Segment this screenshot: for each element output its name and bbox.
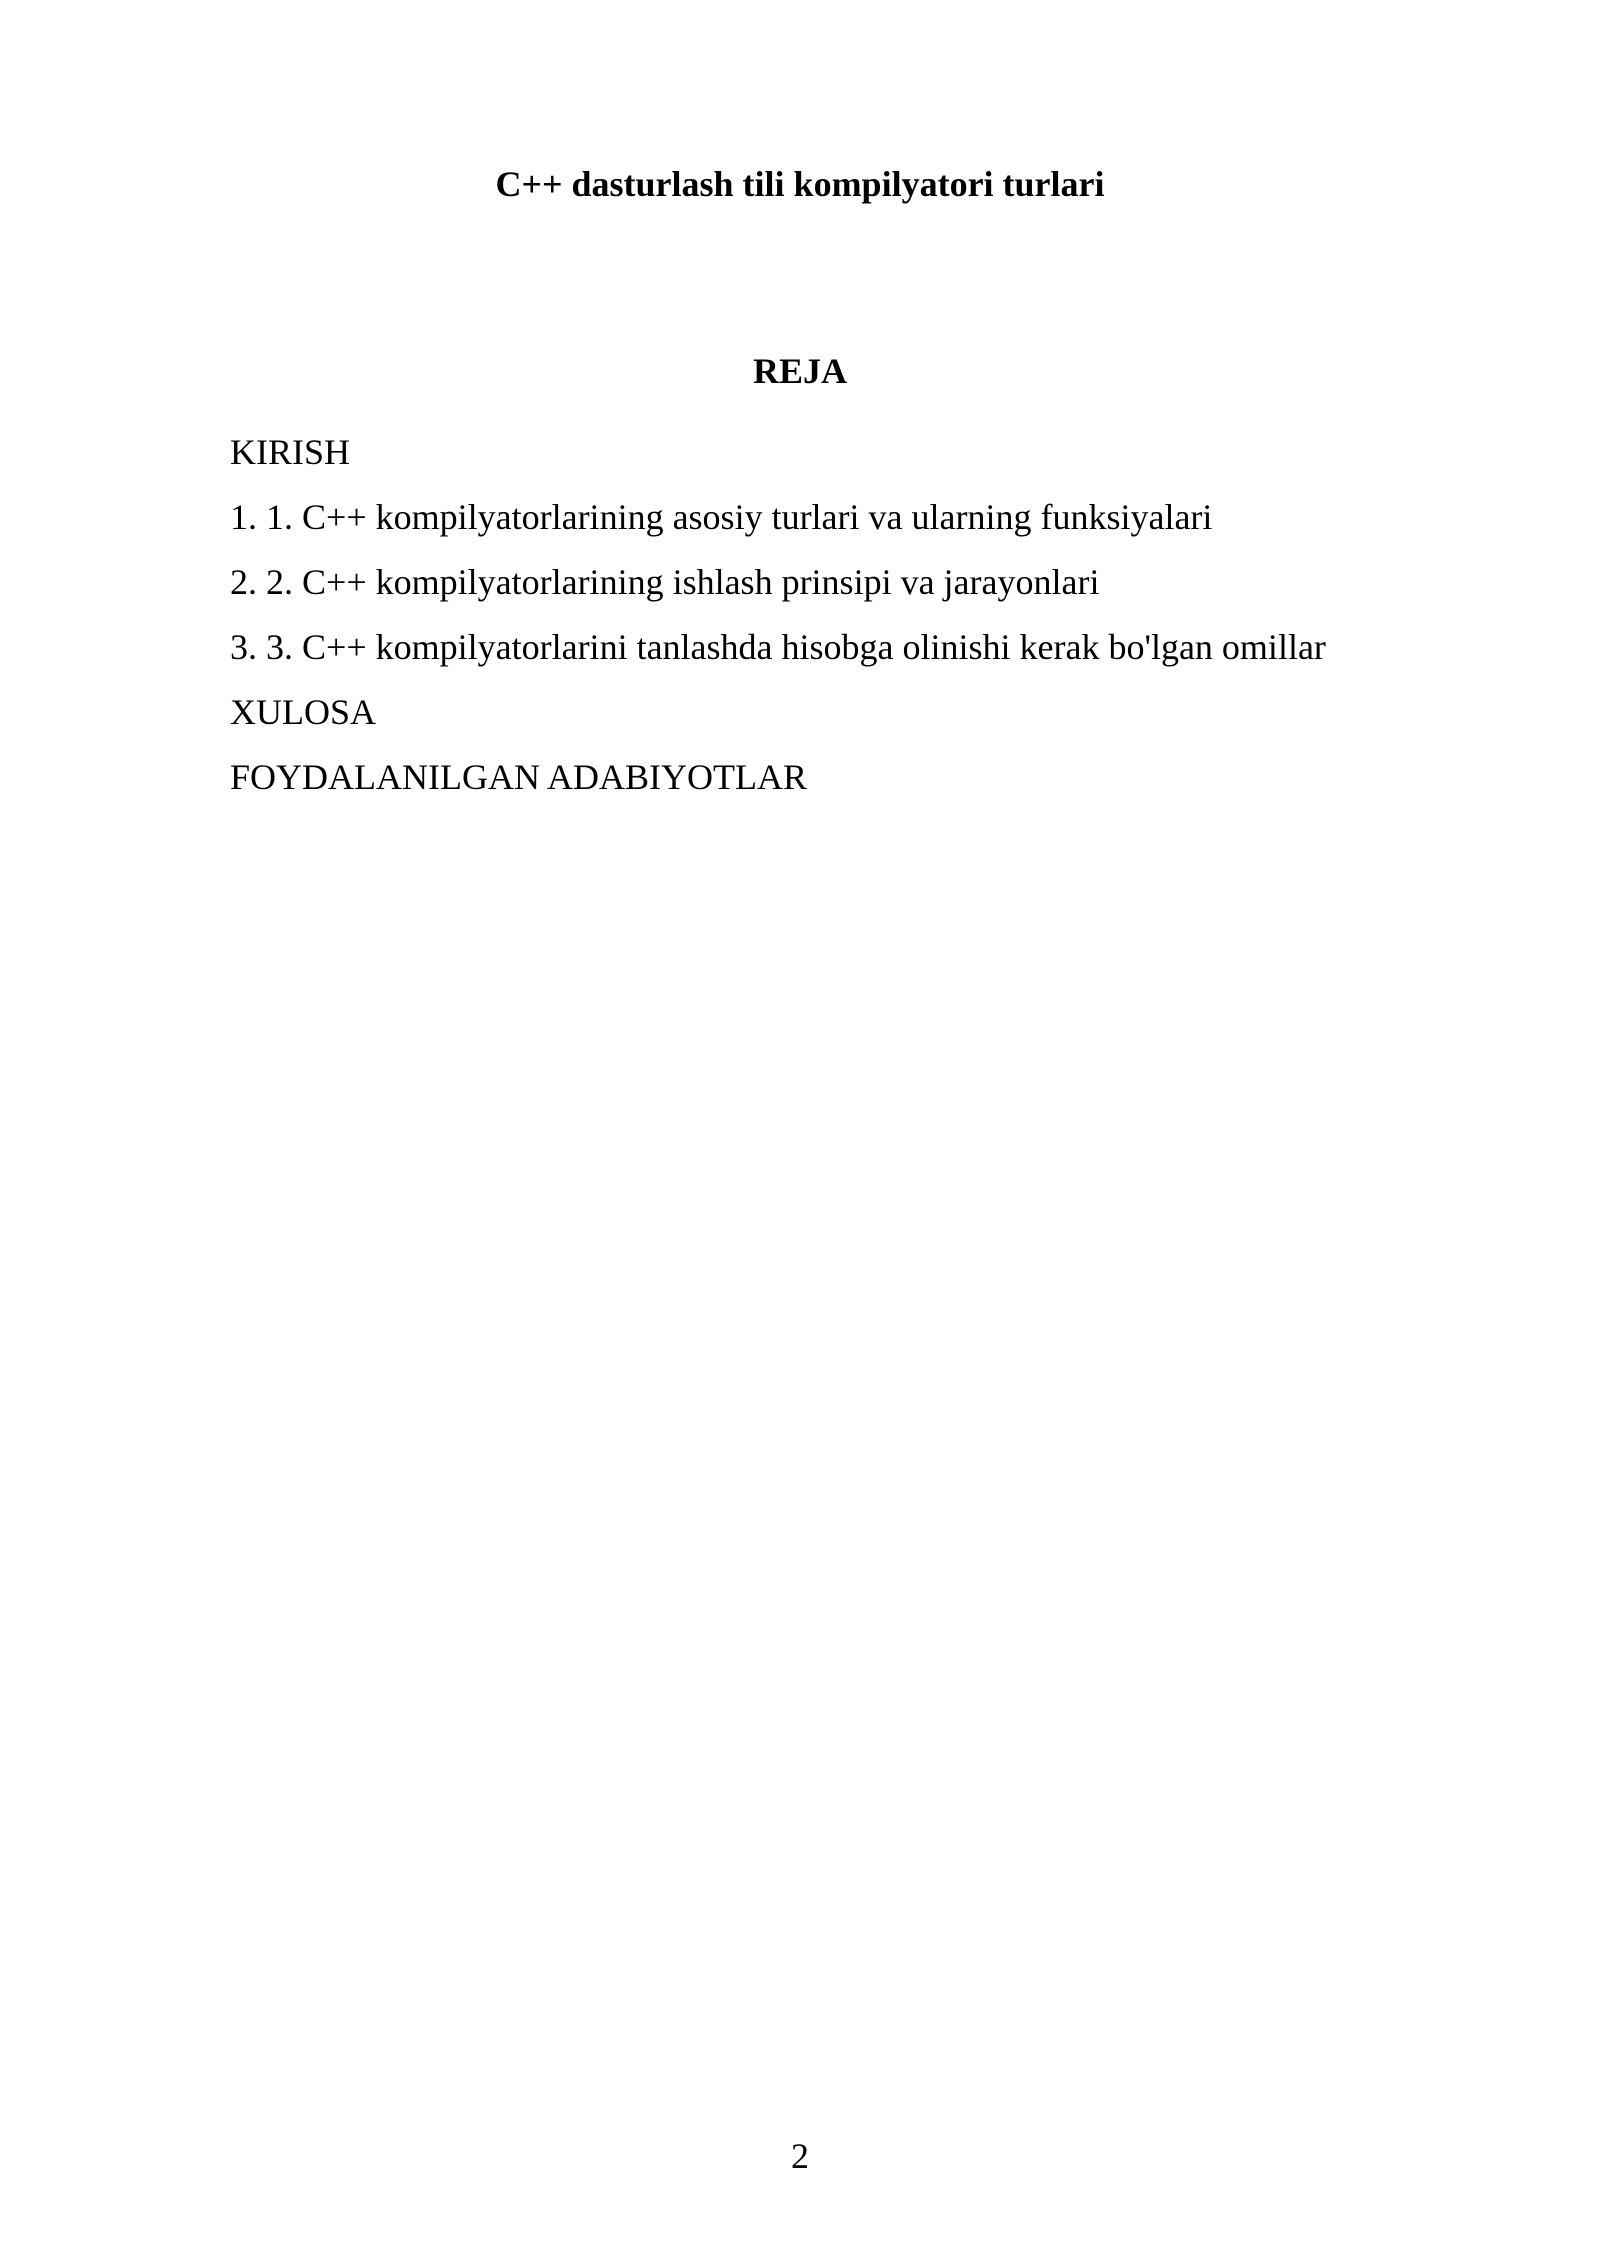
document-title: C++ dasturlash tili kompilyatori turlari (495, 164, 1105, 204)
page-number: 2 (791, 2136, 809, 2176)
plan-item-2: 2. 2. C++ kompilyatorlarining ishlash prinsipi va jarayonlari (230, 562, 1100, 602)
plan-item-3: 3. 3. C++ kompilyatorlarini tanlashda hisobga olinishi kerak bo'lgan omillar (230, 627, 1326, 667)
plan-item-1: 1. 1. C++ kompilyatorlarining asosiy turlari va ularning funksiyalari (230, 497, 1213, 537)
plan-item-references: FOYDALANILGAN ADABIYOTLAR (230, 757, 807, 797)
plan-item-introduction: KIRISH (230, 432, 351, 472)
plan-item-conclusion: XULOSA (230, 692, 377, 732)
plan-list (230, 420, 1326, 810)
plan-heading: REJA (752, 351, 847, 391)
